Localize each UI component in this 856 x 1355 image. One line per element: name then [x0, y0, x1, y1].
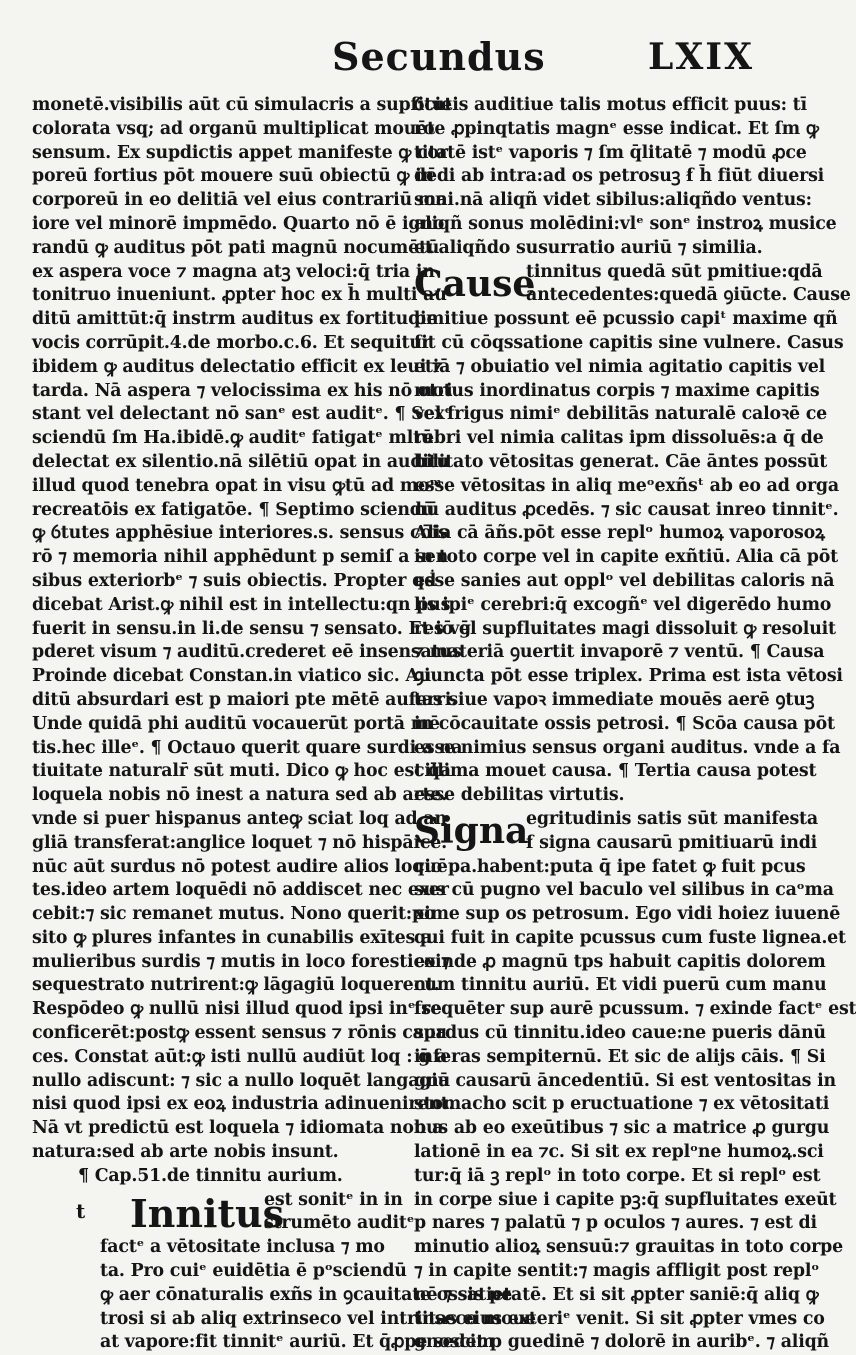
- cause-block: [414, 261, 776, 309]
- text-line: pmitiue possunt eē pcussio capiᵗ maxime qñ: [414, 308, 776, 332]
- text-line: monetē.visibilis aūt cū simulacris a supficie: [32, 94, 400, 118]
- text-line: cio pa.habent:puta q̄ ipe fatet ꝙ fuit pcus: [414, 856, 776, 880]
- text-line: bus ab eo exeūtibus ⁊ sic a matrice ꝓ gurgu: [414, 1117, 776, 1141]
- text-line: ꝯiuncta pōt esse triplex. Prima est ista vētosi: [414, 665, 776, 689]
- text-line: ta. Pro cuiᵉ euidētia ē pᵒsciendū: [100, 1260, 400, 1284]
- text-line: ỽtutis auditiue talis motus efficit puus: tī: [414, 94, 776, 118]
- text-line: minutio alioꝝ sensuū:⁊ grauitas in toto corpe: [414, 1236, 776, 1260]
- text-line: cillima mouet causa. ¶ Tertia causa potest: [414, 760, 776, 784]
- text-line: ibidem ꝙ auditus delectatio efficit ex leui ⁊: [32, 356, 400, 380]
- text-line: ces. Constat aūt:ꝙ isti nullū audiūt loq : ḡ a: [32, 1046, 400, 1070]
- text-line: ditū amittūt:q̄ instrm auditus ex fortitudie: [32, 308, 400, 332]
- text-line: dēdi ab intra:ad os petrosuꝫ ẜ h̄ fiūt diuersi: [414, 165, 776, 189]
- text-line: loquela nobis nō inest a natura sed ab arte.: [32, 784, 400, 808]
- initial-line: est sonitᵉ in in: [264, 1189, 414, 1213]
- text-line: poreū fortius pōt mouere suū obiectū ꝙ in: [32, 165, 400, 189]
- text-line: sito ꝙ plures infantes in cunabilis exītes a: [32, 927, 400, 951]
- text-line: etiā ⁊ obuiatio vel nimia agitatio capitis vel: [414, 356, 776, 380]
- text-line: inferas sempiternū. Et sic de alijs cāis. ¶ Si: [414, 1046, 776, 1070]
- text-line: vel frigus nimiᵉ debilitās naturalē caloꝛē ce: [414, 403, 776, 427]
- text-line: fit cū cōqssatione capitis sine vulnere. Casus: [414, 332, 776, 356]
- text-line: nullo adiscunt: ⁊ sic a nullo loquēt langagiū: [32, 1070, 400, 1094]
- text-line: cum tinnitu auriū. Et vidi puerū cum manu: [414, 974, 776, 998]
- left-column: [32, 94, 400, 1355]
- text-line: frequēter sup aurē pcussum. ⁊ exinde factᵉ est: [414, 998, 776, 1022]
- text-line: roe ꝓpinqtatis magnᵉ esse indicat. Et ſm ꝙ: [414, 118, 776, 142]
- cause-initial-word: Cause: [414, 263, 535, 305]
- text-line: esse vētositas in aliq meᵒexñsᵗ ab eo ad orga: [414, 475, 776, 499]
- text-line: Alia cā āñs.pōt esse replᵒ humoꝝ vaporosoꝝ: [414, 522, 776, 546]
- text-line: recreatōis ex fatigatōe. ¶ Septimo sciendū: [32, 499, 400, 523]
- text-line: nū auditus ꝓcedēs. ⁊ sic causat inreo tinnitᵉ.: [414, 499, 776, 523]
- right-column-text-top: [414, 94, 776, 261]
- text-line: dicebat Arist.ꝙ nihil est in intellectu:qn pus: [32, 594, 400, 618]
- text-line: qui fuit in capite pcussus cum fuste lignea.et: [414, 927, 776, 951]
- text-line: gliā transferat:anglice loquet ⁊ nō hispāice.: [32, 832, 400, 856]
- text-line: conficerēt:postꝙ essent sensus ⁊ rōnis capa: [32, 1022, 400, 1046]
- text-line: tarda. Nā aspera ⁊ velocissima ex his nō otri: [32, 380, 400, 404]
- text-line: pderet visum ⁊ auditū.crederet eē insensatus: [32, 641, 400, 665]
- text-line: exinde ꝓ magnū tps habuit capitis dolorem: [414, 951, 776, 975]
- left-column-text-bottom: [32, 1236, 400, 1355]
- text-line: sus cū pugno vel baculo vel silibus in caᵒma: [414, 879, 776, 903]
- signa-block: [414, 808, 776, 856]
- text-line: Unde quidā phi auditū vocauerūt portā mē: [32, 713, 400, 737]
- text-line: Proinde dicebat Constan.in viatico sic. Au: [32, 665, 400, 689]
- text-line: sciendū ſm Ha.ibidē.ꝙ auditᵉ fatigatᵉ mltū: [32, 427, 400, 451]
- text-line: iore vel minorē impmēdo. Quarto nō ē igno: [32, 213, 400, 237]
- signa-initial-word: Signa: [414, 810, 528, 852]
- text-line: tonitruo inueniunt. ꝓpter hoc ex h̄ multi au: [32, 284, 400, 308]
- text-line: stant vel delectant nō sanᵉ est auditᵉ. ¶ Sexᵒ: [32, 403, 400, 427]
- text-line: corporeū in eo delitiā vel eius contrariū ma: [32, 189, 400, 213]
- text-line: ꝙ ỽtutes apphēsiue interiores.s. sensus cōis: [32, 522, 400, 546]
- text-line: nūc aūt surdus nō potest audire alios loquē: [32, 856, 400, 880]
- initial-word: Innitus: [130, 1191, 284, 1236]
- text-line: factᵉ a vētositate inclusa ⁊ mo: [100, 1236, 400, 1260]
- text-line: p nares ⁊ palatū ⁊ p oculos ⁊ aures. ⁊ est di: [414, 1212, 776, 1236]
- guide-letter: t: [76, 1199, 85, 1223]
- right-column-text-middle: [414, 308, 776, 808]
- text-line: at vapore:fit tinnitᵉ auriū. Et q̄ꝓpe sedem: [100, 1331, 400, 1355]
- text-line: sensum. Ex supdictis appet manifeste ꝙ cor: [32, 142, 400, 166]
- text-line: natura:sed ab arte nobis insunt.: [32, 1141, 400, 1165]
- text-line: in toto corpe vel in capite exñtiū. Alia cā pōt: [414, 546, 776, 570]
- text-line: et aliqñdo susurratio auriū ⁊ similia.: [414, 237, 776, 261]
- text-line: bilitato vētositas generat. Cāe āntes possūt: [414, 451, 776, 475]
- text-line: Respōdeo ꝙ nullū nisi illud quod ipsi inᵉ se: [32, 998, 400, 1022]
- text-line: in cōcauitate ossis petrosi. ¶ Scōa causa pōt: [414, 713, 776, 737]
- text-line: in corpe siue i capite pꝫ:q̄ supfluitates exeūt: [414, 1189, 776, 1213]
- text-line: ꝙ aer cōnaturalis exñs in ꝯcauitate ossis pe: [100, 1284, 400, 1308]
- cause-side-lines: [526, 261, 851, 309]
- text-line: rō ⁊ memoria nihil apphēdunt p semiſ a sen: [32, 546, 400, 570]
- text-line: esse nimius sensus organi auditus. vnde a fa: [414, 737, 776, 761]
- text-line: delectat ex silentio.nā silētiū opat in auditu: [32, 451, 400, 475]
- signa-line: egritudinis satis sūt manifesta: [526, 808, 818, 832]
- text-line: titatē istᵉ vaporis ⁊ ſm q̄litatē ⁊ modū ꝓce: [414, 142, 776, 166]
- text-line: nē ⁊ satietatē. Et si sit ꝓpter saniē:q̄ aliq ꝙ: [414, 1284, 776, 1308]
- text-line: xime sup os petrosum. Ego vidi hoiez iuuenē: [414, 903, 776, 927]
- text-line: aliqñ sonus molēdini:vlᵉ sonᵉ instroꝝ musice: [414, 213, 776, 237]
- text-line: cebit:⁊ sic remanet mutus. Nono querit:po: [32, 903, 400, 927]
- text-line: sibus exteriorbᵉ ⁊ suis obiectis. Propter qḋ: [32, 570, 400, 594]
- text-line: esse debilitas virtutis.: [414, 784, 776, 808]
- text-line: tis.hec illeᵉ. ¶ Octauo querit quare surdi a na: [32, 737, 400, 761]
- text-line: tur:q̄ iā ꝫ replᵒ in toto corpe. Et si replᵒ est: [414, 1165, 776, 1189]
- text-line: lationē in ea ⁊c. Si sit ex replᵒne humoꝝ.sci: [414, 1141, 776, 1165]
- left-column-text-top: [32, 94, 400, 1165]
- text-line: randū ꝙ auditus pōt pati magnū nocumētū: [32, 237, 400, 261]
- text-line: illud quod tenebra opat in visu ꝙtū ad moᵐ: [32, 475, 400, 499]
- initial-side-lines: [264, 1189, 414, 1237]
- text-line: stomacho scit p eructuatione ⁊ ex vētositati: [414, 1093, 776, 1117]
- text-line: res vel supfluitates magi dissoluit ꝙ resoluit: [414, 618, 776, 642]
- text-line: nisi quod ipsi ex eoꝝ industria adinuenirent.: [32, 1093, 400, 1117]
- text-line: tiuitate naturalr̄ sūt muti. Dico ꝙ hoc est q̄a: [32, 760, 400, 784]
- right-column: [414, 94, 776, 1355]
- text-line: tes.ideo artem loquēdi nō addiscet nec exer: [32, 879, 400, 903]
- signa-side-lines: [526, 808, 818, 856]
- cause-line: āntecedentes:quedā ꝯiūcte. Cause: [526, 284, 851, 308]
- text-line: vnde si puer hispanus anteꝙ sciat loq ad an: [32, 808, 400, 832]
- folio-number: LXIX: [648, 36, 754, 78]
- chapter-heading: ¶ Cap.51.de tinnitu aurium.: [32, 1165, 400, 1189]
- text-line: ditū absurdari est p maiori pte mētē auferri.: [32, 689, 400, 713]
- text-line: esse sanies aut opplᵒ vel debilitas caloris nā: [414, 570, 776, 594]
- text-line: gnoscit p guedinē ⁊ dolorē in auribᵉ. ⁊ aliqñ: [414, 1331, 776, 1355]
- right-column-text-bottom: [414, 856, 776, 1355]
- text-line: rebri vel nimia calitas ipm dissoluēs:a q̄ de: [414, 427, 776, 451]
- signa-line: ẜ signa causarū pmitiuarū indi: [526, 832, 818, 856]
- text-line: sequestrato nutrirent:ꝙ lāgagiū loquerent.: [32, 974, 400, 998]
- running-head: Secundus: [332, 34, 546, 79]
- text-line: colorata vsq; ad organū multiplicat mouēt: [32, 118, 400, 142]
- text-line: lis ipiᵉ cerebri:q̄ excogñᵉ vel digerēdo humo: [414, 594, 776, 618]
- cause-line: tinnitus quedā sūt pmitiue:qdā: [526, 261, 851, 285]
- text-line: titas eius exteriᵉ venit. Si sit ꝓpter vmes co: [414, 1308, 776, 1332]
- text-line: motus inordinatus corpis ⁊ maxime capitis: [414, 380, 776, 404]
- initial-line: strumēto auditᵉ: [264, 1212, 414, 1236]
- text-line: vocis corrūpit.4.de morbo.c.6. Et sequitur: [32, 332, 400, 356]
- text-line: ⁊ in capite sentit:⁊ magis affligit post replᵒ: [414, 1260, 776, 1284]
- text-line: Nā vt predictū est loquela ⁊ idiomata non a: [32, 1117, 400, 1141]
- text-line: soni.nā aliqñ videt sibilus:aliqñdo ventus:: [414, 189, 776, 213]
- text-line: ex aspera voce ⁊ magna atꝫ veloci:q̄ tria in: [32, 261, 400, 285]
- text-line: surdus cū tinnitu.ideo caue:ne pueris dānū: [414, 1022, 776, 1046]
- text-line: fuerit in sensu.in li.de sensu ⁊ sensato. Et iō ḡ: [32, 618, 400, 642]
- text-line: mulieribus surdis ⁊ mutis in loco forestico ⁊: [32, 951, 400, 975]
- text-line: gna causarū āncedentiū. Si est ventositas in: [414, 1070, 776, 1094]
- text-line: ⁊ materiā ꝯuertit invaporē ⁊ ventū. ¶ Causa: [414, 641, 776, 665]
- text-line: trosi si ab aliq extrinseco vel intrinseco moue: [100, 1308, 400, 1332]
- initial-block: [32, 1189, 400, 1237]
- text-line: tas siue vapoꝛ immediate mouēs aerē ꝯtuꝫ: [414, 689, 776, 713]
